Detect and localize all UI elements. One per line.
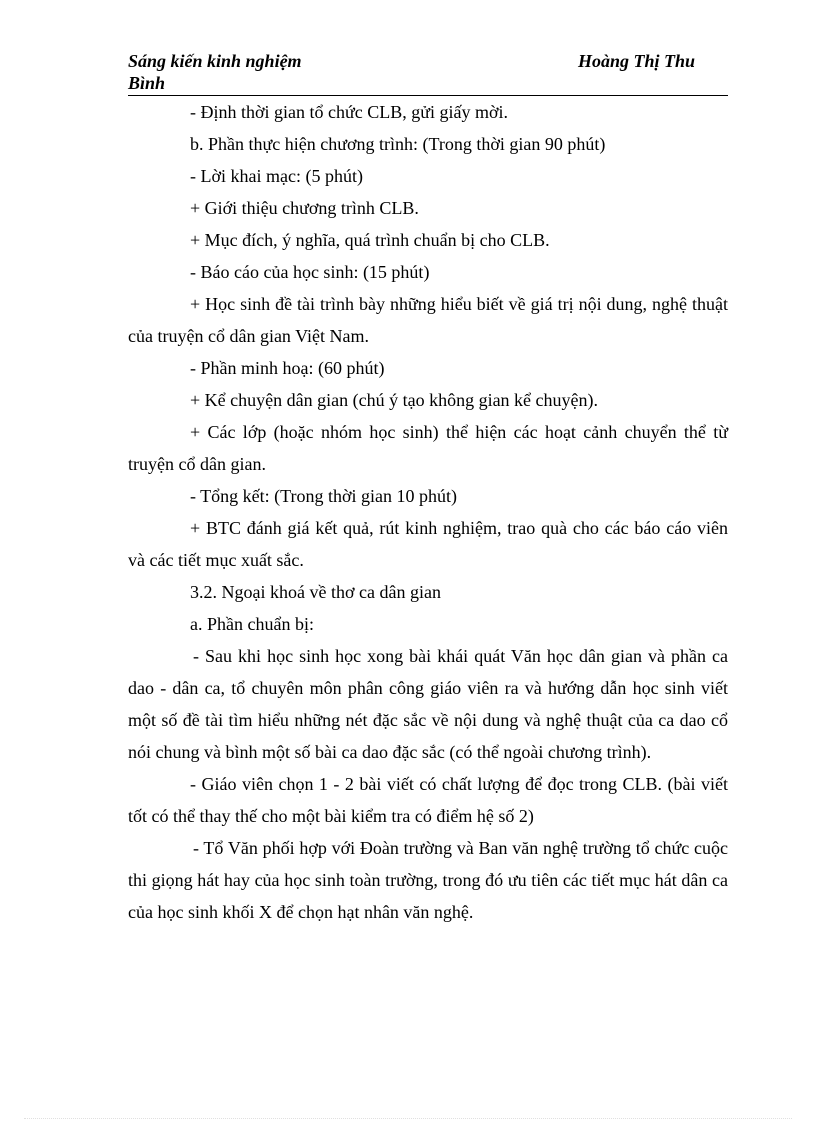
subsection-heading: a. Phần chuẩn bị: xyxy=(190,614,314,634)
paragraph: + Các lớp (hoặc nhóm học sinh) thể hiện các hoạt cảnh chuyển thể từ truyện cổ dân gian. xyxy=(128,422,728,474)
section-heading: 3.2. Ngoại khoá về thơ ca dân gian xyxy=(190,582,441,602)
paragraph: - Báo cáo của học sinh: (15 phút) xyxy=(190,262,430,282)
header-title: Sáng kiến kinh nghiệm xyxy=(128,51,302,71)
paragraph: - Tổng kết: (Trong thời gian 10 phút) xyxy=(190,486,458,506)
paragraph: b. Phần thực hiện chương trình: (Trong thời gian 90 phút) xyxy=(190,134,606,154)
paragraph: + Học sinh đề tài trình bày những hiểu biết về giá trị nội dung, nghệ thuật của truyện cổ dân gian Việt Nam. xyxy=(128,294,728,346)
header-author: Hoàng Thị Thu xyxy=(578,51,696,71)
paragraph: + Mục đích, ý nghĩa, quá trình chuẩn bị cho CLB. xyxy=(190,230,550,250)
paragraph: + BTC đánh giá kết quả, rút kinh nghiệm, trao quà cho các báo cáo viên và các tiết mục xuất sắc. xyxy=(128,518,728,570)
paragraph: + Giới thiệu chương trình CLB. xyxy=(190,198,419,218)
paragraph: + Kể chuyện dân gian (chú ý tạo không gian kể chuyện). xyxy=(190,390,599,410)
paragraph: - Phần minh hoạ: (60 phút) xyxy=(190,358,385,378)
paragraph: - Tổ Văn phối hợp với Đoàn trường và Ban văn nghệ trường tổ chức cuộc thi giọng hát hay của học sinh toàn trường, trong đó ưu tiên các tiết mục hát dân ca của học sinh khối X để chọn hạt nhân văn nghệ. xyxy=(128,838,728,922)
paragraph: - Giáo viên chọn 1 - 2 bài viết có chất lượng để đọc trong CLB. (bài viết tốt có thể thay thế cho một bài kiểm tra có điểm hệ số 2) xyxy=(128,774,728,826)
paragraph: - Định thời gian tổ chức CLB, gửi giấy mời. xyxy=(190,102,509,122)
document-body xyxy=(128,96,728,928)
paragraph: - Sau khi học sinh học xong bài khái quát Văn học dân gian và phần ca dao - dân ca, tổ chuyên môn phân công giáo viên ra và hướng dẫn học sinh viết một số đề tài tìm hiểu những nét đặc sắc về nội dung và nghệ thuật của ca dao cổ nói chung và bình một số bài ca dao đặc sắc (có thể ngoài chương trình). xyxy=(128,646,728,762)
page-bottom-edge xyxy=(24,1118,792,1119)
header-author-continued: Bình xyxy=(128,73,166,93)
paragraph: - Lời khai mạc: (5 phút) xyxy=(190,166,363,186)
